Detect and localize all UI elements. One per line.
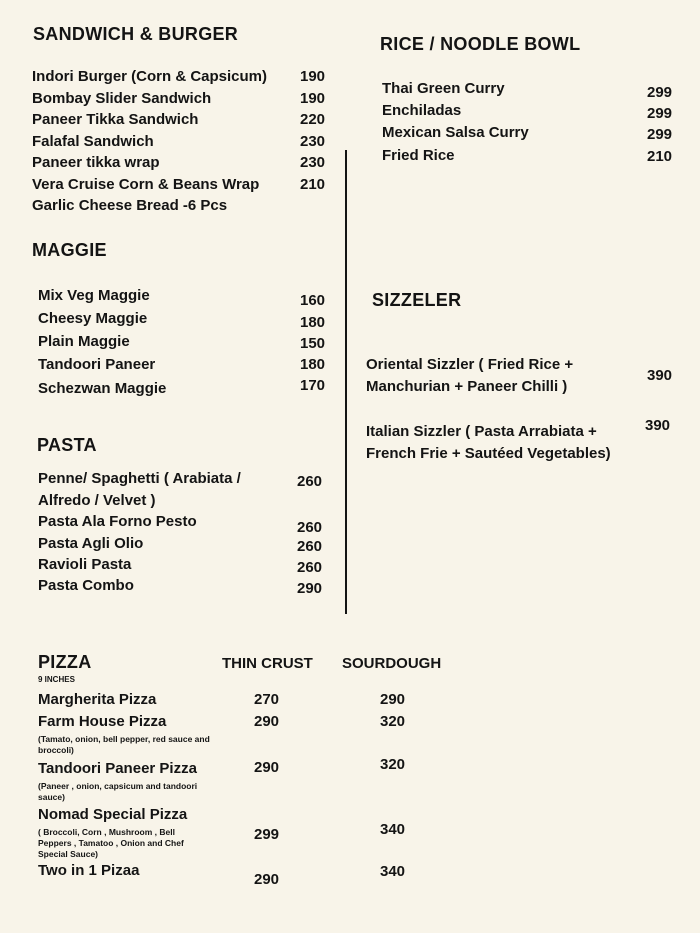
menu-item-price: 180 <box>300 314 326 331</box>
menu-item-name: Paneer Tikka Sandwich <box>32 111 199 128</box>
menu-item-price: 390 <box>647 367 673 384</box>
menu-item-price: 230 <box>300 133 326 150</box>
sourdough-price: 340 <box>380 821 406 838</box>
sourdough-price: 340 <box>380 863 406 880</box>
menu-item-name: Plain Maggie <box>38 333 130 350</box>
thin-crust-price: 270 <box>254 691 280 708</box>
rice-heading: RICE / NOODLE BOWL <box>380 34 581 54</box>
column-divider <box>345 150 347 614</box>
menu-item-name: Vera Cruise Corn & Beans Wrap <box>32 176 260 193</box>
menu-item-name: Tandoori Paneer Pizza <box>38 760 197 777</box>
menu-item-name: Nomad Special Pizza <box>38 806 188 823</box>
menu-item-name: Tandoori Paneer <box>38 356 156 373</box>
menu-item-name: Enchiladas <box>382 102 462 119</box>
menu-item-description: ( Broccoli, Corn , Mushroom , Bell Peppers , Tamatoo , Onion and Chef Special Sauce) <box>38 827 184 859</box>
thin-crust-column-header: THIN CRUST <box>222 655 313 672</box>
menu-item-price: 230 <box>300 154 326 171</box>
menu-item-price: 150 <box>300 335 326 352</box>
menu-item-name: Margherita Pizza <box>38 691 157 708</box>
menu-item-name: Italian Sizzler ( Pasta Arrabiata + <box>366 423 597 440</box>
menu-item-price: 220 <box>300 111 326 128</box>
menu-item-name: Indori Burger (Corn & Capsicum) <box>32 68 268 85</box>
menu-item-name: Penne/ Spaghetti ( Arabiata / <box>38 470 241 487</box>
pizza-heading: PIZZA <box>38 652 92 672</box>
menu-item-price: 190 <box>300 68 326 85</box>
menu-item-name: Mix Veg Maggie <box>38 287 150 304</box>
menu-item-name: Farm House Pizza <box>38 713 167 730</box>
menu-item-name-line2: French Frie + Sautéed Vegetables) <box>366 445 611 462</box>
menu-item-name: Falafal Sandwich <box>32 133 154 150</box>
menu-item-name: Mexican Salsa Curry <box>382 124 529 141</box>
menu-item-price: 299 <box>647 84 673 101</box>
menu-item-name: Fried Rice <box>382 147 455 164</box>
menu-item-name: Bombay Slider Sandwich <box>32 90 212 107</box>
menu-item-price: 190 <box>300 90 326 107</box>
menu-item-price: 260 <box>297 519 323 536</box>
menu-item-name: Thai Green Curry <box>382 80 505 97</box>
menu-item-name: Pasta Ala Forno Pesto <box>38 513 197 530</box>
menu-item-name: Pasta Agli Olio <box>38 535 144 552</box>
thin-crust-price: 299 <box>254 826 280 843</box>
thin-crust-price: 290 <box>254 713 280 730</box>
menu-item-price: 210 <box>300 176 326 193</box>
menu-item-price: 180 <box>300 356 326 373</box>
menu-item-name: Ravioli Pasta <box>38 556 132 573</box>
pasta-heading: PASTA <box>37 435 97 455</box>
menu-item-price: 160 <box>300 292 326 309</box>
sourdough-column-header: SOURDOUGH <box>342 655 442 672</box>
menu-item-name: Pasta Combo <box>38 577 134 594</box>
menu-item-description: (Paneer , onion, capsicum and tandoori sauce) <box>38 781 198 802</box>
menu-item-price: 299 <box>647 126 673 143</box>
menu-item-name: Paneer tikka wrap <box>32 154 160 171</box>
menu-item-price: 260 <box>297 473 323 490</box>
menu-item-name: Garlic Cheese Bread -6 Pcs <box>32 197 228 214</box>
menu-item-price: 260 <box>297 559 323 576</box>
menu-item-name: Schezwan Maggie <box>38 380 167 397</box>
menu-item-price: 299 <box>647 105 673 122</box>
menu-item-name: Oriental Sizzler ( Fried Rice + <box>366 356 574 373</box>
sizzler-heading: SIZZELER <box>372 290 462 310</box>
menu-item-description: (Tamato, onion, bell pepper, red sauce and broccoli) <box>38 734 210 755</box>
sourdough-price: 290 <box>380 691 406 708</box>
menu-item-price: 290 <box>297 580 323 597</box>
sandwich-heading: SANDWICH & BURGER <box>33 24 239 44</box>
menu-item-price: 390 <box>645 417 671 434</box>
sourdough-price: 320 <box>380 713 406 730</box>
maggie-heading: MAGGIE <box>32 240 107 260</box>
pizza-size-note: 9 INCHES <box>38 675 75 684</box>
menu-item-name-line2: Alfredo / Velvet ) <box>38 492 156 509</box>
sourdough-price: 320 <box>380 756 406 773</box>
menu-item-price: 260 <box>297 538 323 555</box>
menu-item-price: 170 <box>300 377 326 394</box>
thin-crust-price: 290 <box>254 759 280 776</box>
menu-item-name-line2: Manchurian + Paneer Chilli ) <box>366 378 568 395</box>
menu-item-name: Two in 1 Pizaa <box>38 862 140 879</box>
menu-item-name: Cheesy Maggie <box>38 310 148 327</box>
menu-item-price: 210 <box>647 148 673 165</box>
thin-crust-price: 290 <box>254 871 280 888</box>
